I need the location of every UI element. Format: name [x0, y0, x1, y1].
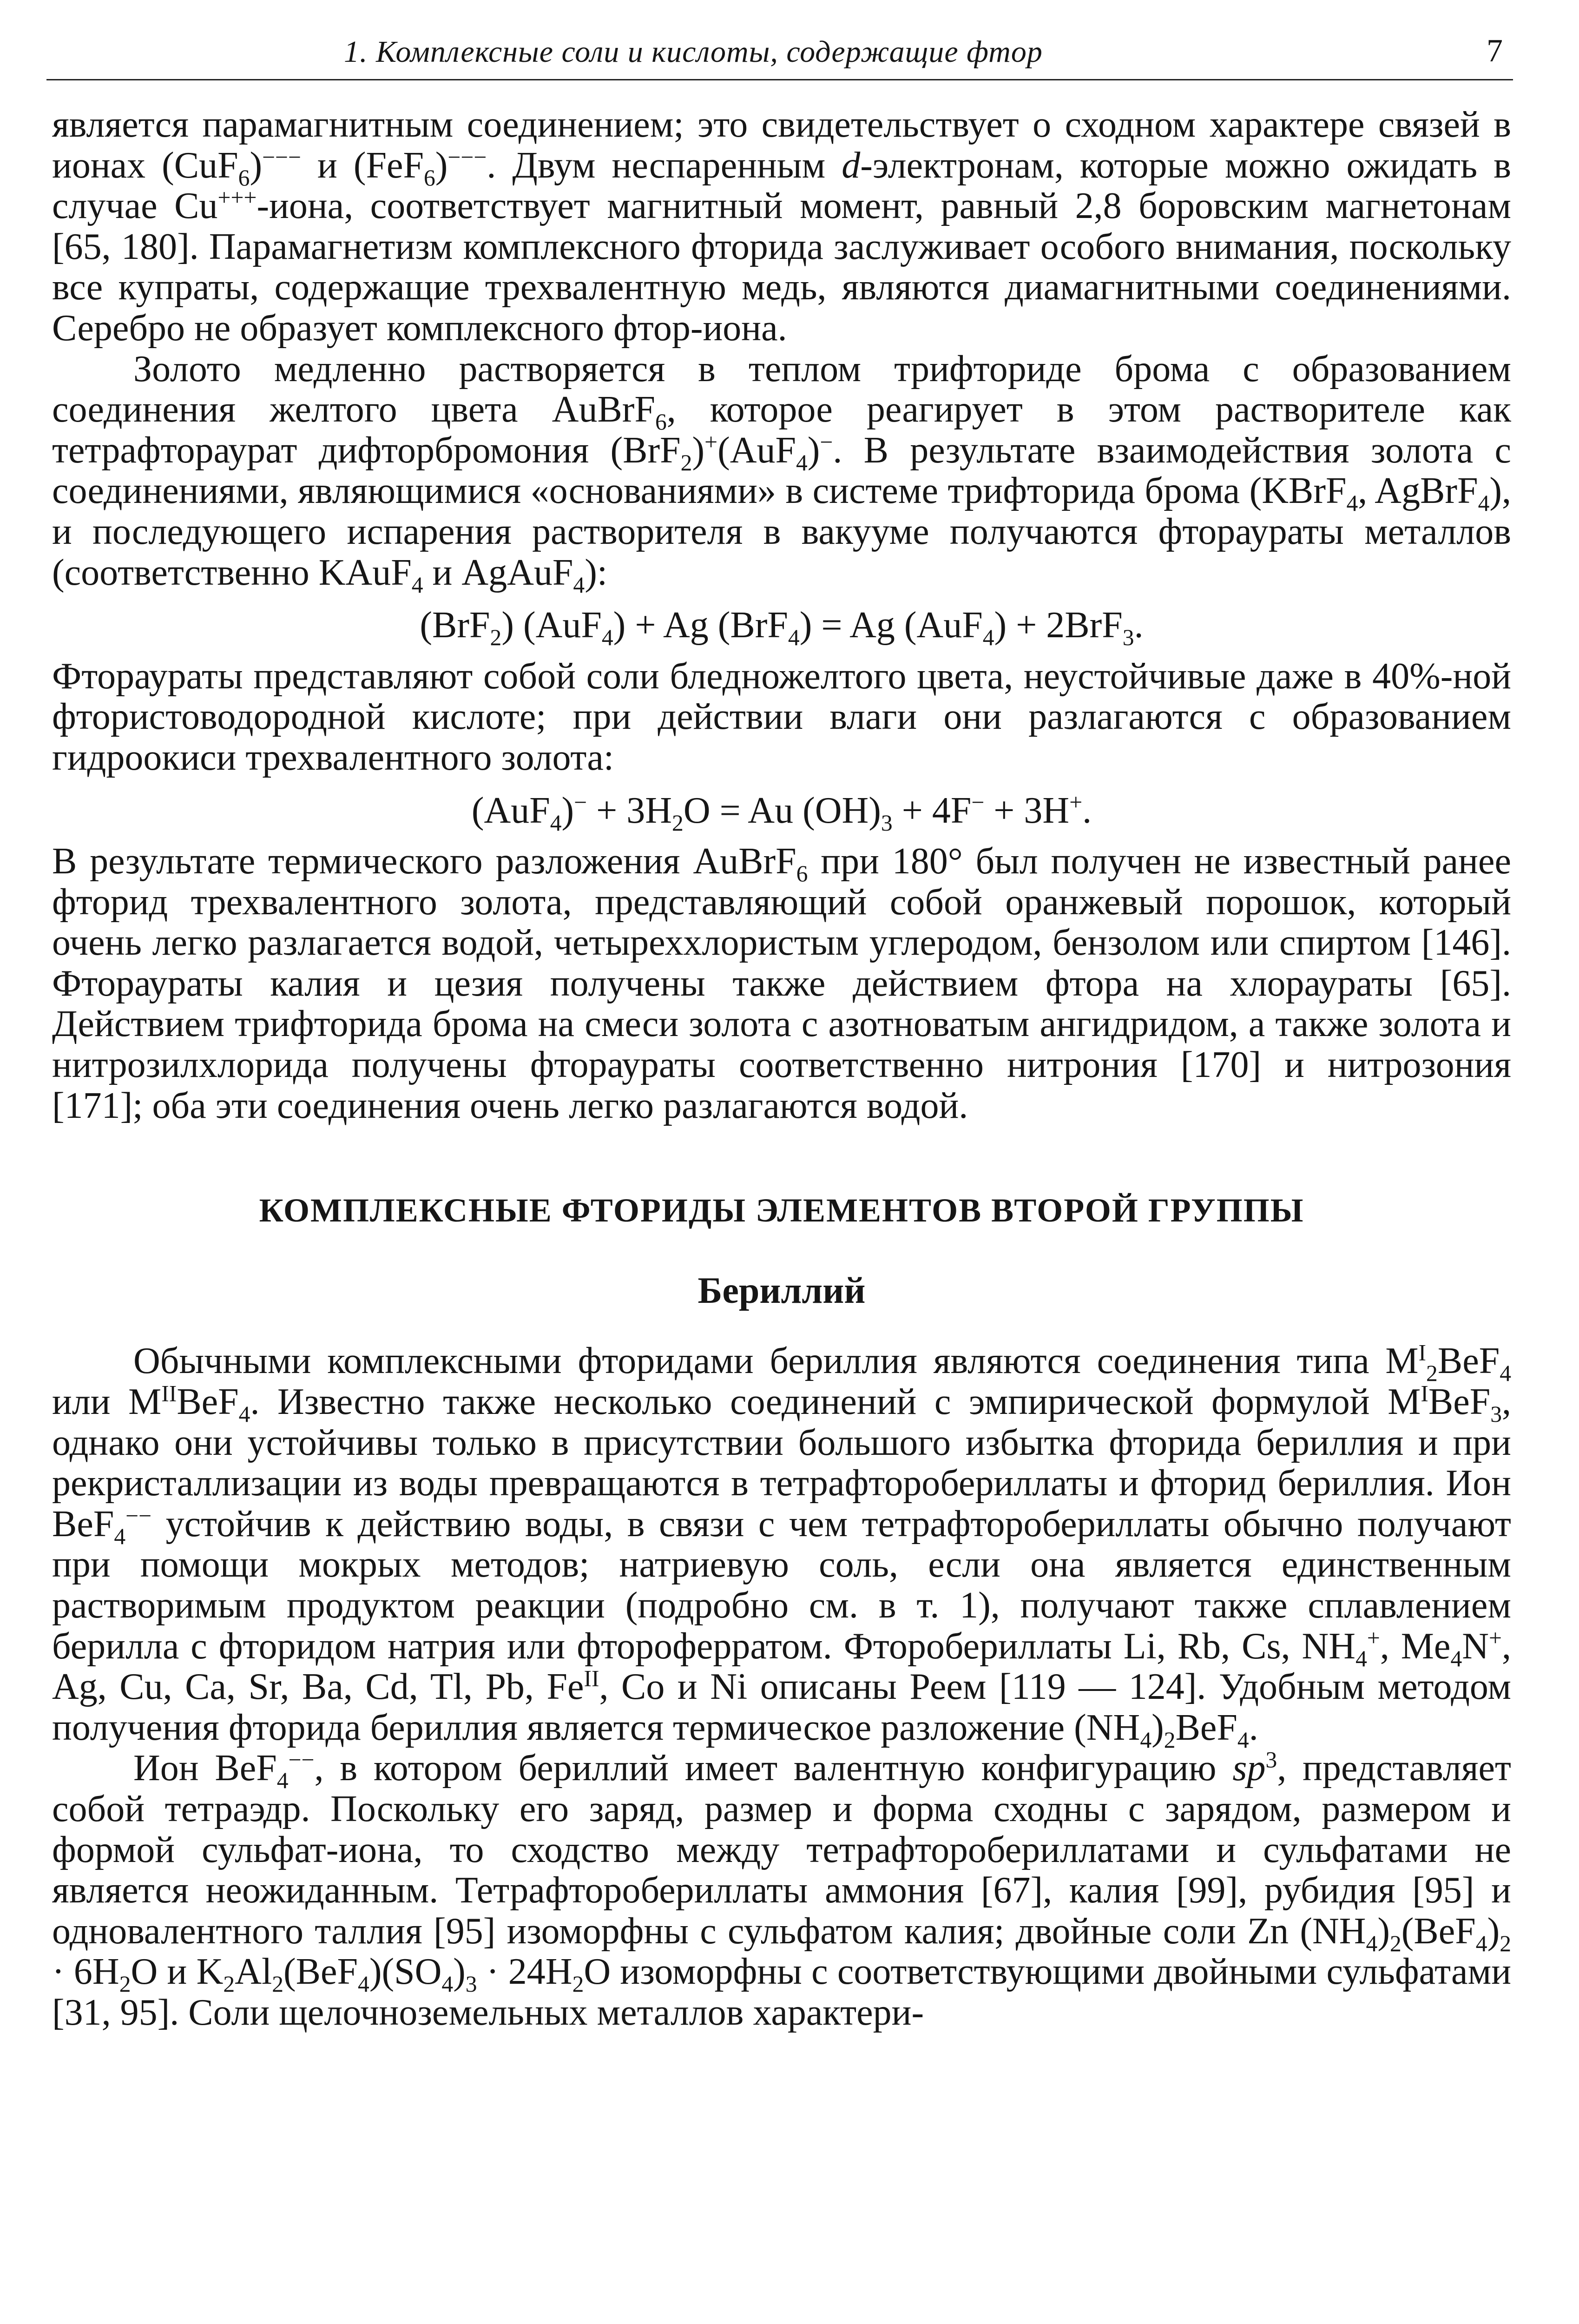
- paragraph-5: Обычными комплексными фторидами бериллия являются соединения типа $M^I_2BeF_4$ или $M^{II}BeF_4$. Известно также несколько соединений с эмпирической формулой $M^IBeF_3$, однако они устойчивы только в присутствии большого избытка фторида бериллия и при рекристаллизации из воды превращаются в тетрафторобериллаты и фторид бериллия. Ион BeF$_4$−− устойчив к действию воды, в связи с чем тетрафторобериллаты обычно получают при помощи мокрых методов; натриевую соль, если она является единственным растворимым продуктом реакции (подробно см. в т. 1), получают также сплавлением берилла с фторидом натрия или фтороферратом. Фторобериллаты Li, Rb, Cs, $NH_4^+$, $Me_4N^+$, Ag, Cu, Ca, Sr, Ba, Cd, Tl, Pb, $Fe^{II}$, Co и Ni описаны Реем [119 — 124]. Удобным методом получения фторида бериллия является термическое разложение $(NH_4)_2BeF_4$.: [52, 1340, 1512, 1753]
- subsection-heading: Бериллий: [697, 1270, 866, 1311]
- equation-1: (BrF$_2$) (AuF$_4$) + Ag (BrF$_4$) = Ag (AuF$_4$) + 2BrF$_3$.: [420, 605, 1144, 651]
- equation-2: $(AuF_4)^- + 3H_2O = Au$ $(OH)_3 + 4F^- + 3H^+$.: [471, 789, 1092, 836]
- paragraph-6: Ион BeF$_4$−−, в котором бериллий имеет валентную конфигурацию $sp^3$, представляет собой тетраэдр. Поскольку его заряд, размер и форма сходны с зарядом, размером и формой сульфат-иона, то сходство между тетрафторобериллатами и сульфатами не является неожиданным. Тетрафторобериллаты аммония [67], калия [99], рубидия [95] и одновалентного таллия [95] изоморфны с сульфатом калия; двойные соли Zn $(NH_4)_2(BeF_4)_2 \cdot 6H_2O$ и $K_2Al_2(BeF_4)(SO_4)_3 \cdot 24H_2O$ изоморфны с соответствующими двойными сульфатами [31, 95]. Соли щелочноземельных металлов характери-: [52, 1747, 1511, 2033]
- paragraph-1: является парамагнитным соединением; это свидетельствует о сходном характере связей в ионах (CuF$_6$)−−− и (FeF$_6$)−−−. Двум неспаренным d-электронам, которые можно ожидать в случае Cu+++-иона, соответствует магнитный момент, равный 2,8 боровским магнетонам [65, 180]. Парамагнетизм комплексного фторида заслуживает особого внимания, поскольку все купраты, содержащие трехвалентную медь, являются диамагнитными соединениями. Серебро не образует комплексного фтор-иона.: [52, 104, 1512, 349]
- page-number: 7: [1487, 33, 1503, 69]
- body-text: [52, 105, 1511, 2034]
- paragraph-2: Золото медленно растворяется в теплом трифториде брома с образованием соединения желтого цвета AuBrF$_6$, которое реагирует в этом растворителе как тетрафтораурат дифторбромония (BrF$_2$)+(AuF$_4$)−. В результате взаимодействия золота с соединениями, являющимися «основаниями» в системе трифторида брома (KBrF$_4$, AgBrF$_4$), и последующего испарения растворителя в вакууме получаются фтораураты металлов (соответственно KAuF$_4$ и AgAuF$_4$):: [52, 348, 1512, 598]
- running-head: [46, 28, 1513, 80]
- section-heading: КОМПЛЕКСНЫЕ ФТОРИДЫ ЭЛЕМЕНТОВ ВТОРОЙ ГРУППЫ: [259, 1192, 1304, 1229]
- chapter-title: 1. Комплексные соли и кислоты, содержащие фтор: [344, 35, 1043, 69]
- paragraph-3: Фтораураты представляют собой соли бледножелтого цвета, неустойчивые даже в 40%-ной фтористоводородной кислоте; при действии влаги они разлагаются с образованием гидроокиси трехвалентного золота:: [52, 655, 1511, 778]
- paragraph-4: В результате термического разложения AuBrF$_6$ при 180° был получен не известный ранее фторид трехвалентного золота, представляющий собой оранжевый порошок, который очень легко разлагается водой, четыреххлористым углеродом, бензолом или спиртом [146]. Фтораураты калия и цезия получены также действием фтора на хлораураты [65]. Действием трифторида брома на смеси золота с азотноватым ангидридом, а также золота и нитрозилхлорида получены фтораураты соответственно нитрония [170] и нитрозония [171]; оба эти соединения очень легко разлагаются водой.: [52, 841, 1512, 1126]
